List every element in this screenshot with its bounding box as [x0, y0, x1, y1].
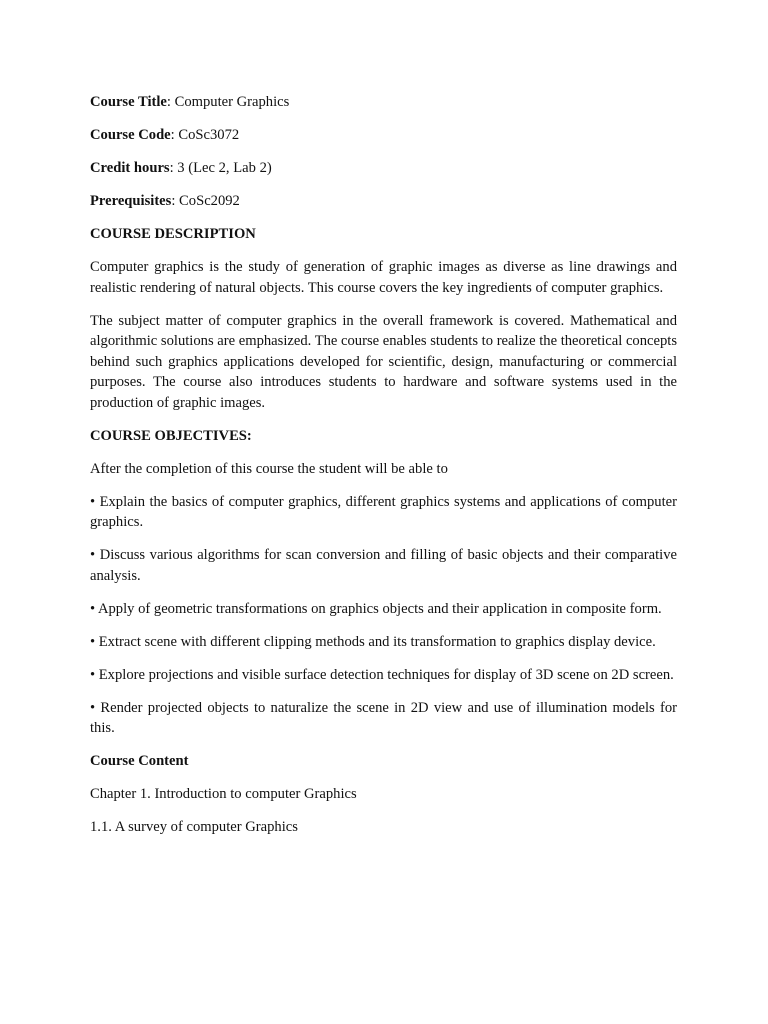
course-code-value: : CoSc3072 [170, 127, 240, 143]
credit-hours-value: : 3 (Lec 2, Lab 2) [169, 160, 272, 176]
section-title: 1.1. A survey of computer Graphics [90, 819, 298, 835]
credit-hours-line [90, 158, 677, 179]
course-description-heading: COURSE DESCRIPTION [90, 226, 256, 242]
objective-text: Apply of geometric transformations on graphics objects and their application in composite form. [97, 600, 662, 617]
bullet-icon: • [90, 600, 96, 617]
objective-text: Extract scene with different clipping methods and its transformation to graphics display device. [98, 633, 656, 650]
description-paragraph-1: Computer graphics is the study of generation of graphic images as diverse as line drawings and realistic rendering of natural objects. This course covers the key ingredients of computer graphics. [90, 259, 677, 296]
prerequisites-label: Prerequisites [90, 193, 172, 209]
course-objectives-heading: COURSE OBJECTIVES: [90, 427, 252, 444]
course-title-label: Course Title [90, 94, 167, 110]
description-paragraph-2: The subject matter of computer graphics in the overall framework is covered. Mathematical and algorithmic solutions are emphasized. The course enables students to realize the theoretical concepts behind such graphics applications developed for scientific, design, manufacturing or commercial purposes. The course also introduces students to hardware and software systems used in the production of graphic images. [90, 312, 677, 411]
objective-item [90, 492, 677, 533]
bullet-icon: • [90, 547, 96, 563]
course-title-line [90, 92, 677, 113]
objective-item [90, 665, 677, 686]
course-content-heading: Course Content [90, 753, 189, 769]
course-code-label: Course Code [90, 127, 171, 143]
objective-text: Render projected objects to naturalize the scene in 2D view and use of illumination models for this. [90, 699, 677, 736]
bullet-icon: • [90, 633, 96, 650]
objective-text: Explain the basics of computer graphics, different graphics systems and applications of computer graphics. [90, 493, 677, 530]
chapter-title: Chapter 1. Introduction to computer Graphics [90, 786, 357, 802]
prerequisites-line [90, 191, 677, 212]
objective-text: Explore projections and visible surface detection techniques for display of 3D scene on 2D screen. [98, 666, 674, 683]
bullet-icon: • [90, 666, 96, 683]
objective-item [90, 698, 677, 739]
course-title-value: : Computer Graphics [166, 94, 290, 110]
objective-item [90, 632, 677, 653]
objective-text: Discuss various algorithms for scan conversion and filling of basic objects and their comparative analysis. [90, 547, 678, 584]
document-page [90, 92, 677, 850]
objective-item [90, 599, 677, 620]
objective-item [90, 545, 677, 586]
credit-hours-label: Credit hours [90, 160, 170, 176]
course-code-line [90, 125, 677, 146]
bullet-icon: • [90, 699, 96, 716]
bullet-icon: • [90, 493, 96, 510]
prerequisites-value: : CoSc2092 [171, 193, 240, 209]
objectives-intro: After the completion of this course the student will be able to [90, 460, 448, 477]
